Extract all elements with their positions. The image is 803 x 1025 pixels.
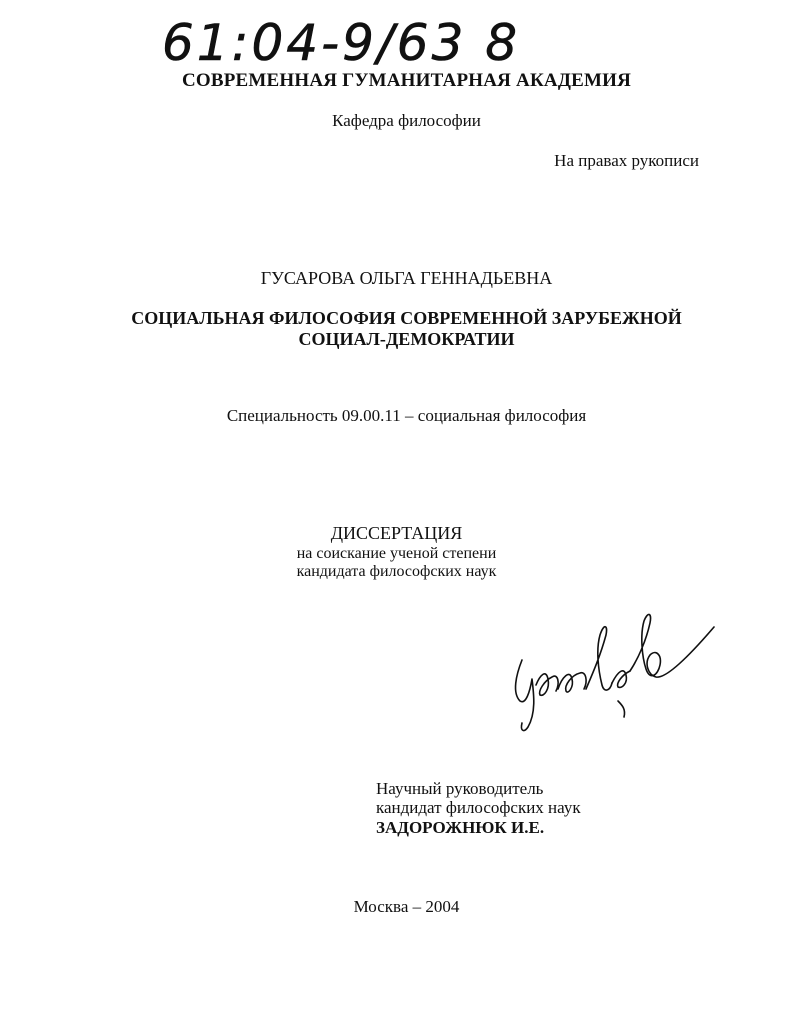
dissertation-field-line: кандидата философских наук (296, 563, 497, 580)
supervisor-name: ЗАДОРОЖНЮК И.Е. (376, 818, 545, 837)
department-name: Кафедра философии (332, 111, 481, 130)
dissertation-heading: ДИССЕРТАЦИЯ (330, 523, 463, 543)
specialty: Специальность 09.00.11 – социальная философия (226, 406, 587, 425)
dissertation-title (10, 308, 803, 350)
rights-note: На правах рукописи (554, 151, 699, 170)
archive-number-text: 61:04-9/63 8 (162, 14, 521, 72)
supervisor-role: Научный руководитель (376, 779, 544, 798)
place-year: Москва – 2004 (353, 897, 460, 916)
dissertation-degree-line: на соискание ученой степени (296, 545, 497, 562)
author-name: ГУСАРОВА ОЛЬГА ГЕННАДЬЕВНА (260, 268, 553, 288)
handwritten-signature (500, 605, 720, 740)
title-line-2: СОЦИАЛ-ДЕМОКРАТИИ (298, 329, 515, 349)
supervisor-degree: кандидат философских наук (376, 798, 581, 817)
title-line-1: СОЦИАЛЬНАЯ ФИЛОСОФИЯ СОВРЕМЕННОЙ ЗАРУБЕЖНОЙ (131, 308, 682, 328)
handwritten-archive-number (158, 4, 521, 72)
institution-name: СОВРЕМЕННАЯ ГУМАНИТАРНАЯ АКАДЕМИЯ (181, 70, 632, 91)
